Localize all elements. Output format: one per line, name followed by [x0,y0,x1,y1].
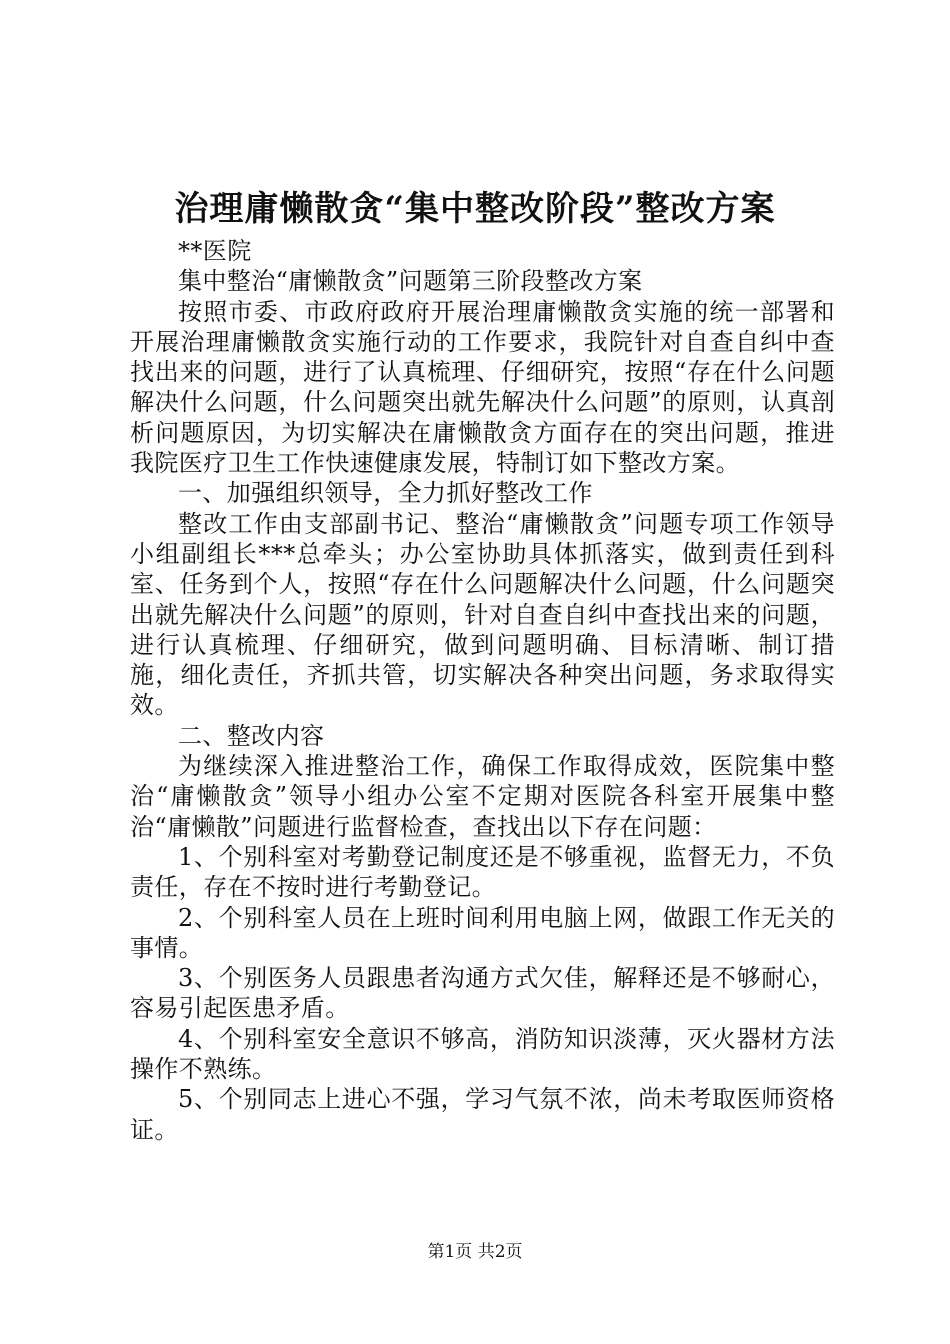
paragraph-intro: 按照市委、市政府政府开展治理庸懒散贪实施的统一部署和开展治理庸懒散贪实施行动的工作要求，我院针对自查自纠中查找出来的问题，进行了认真梳理、仔细研究，按照“存在什么问题解决什么问题，什么问题突出就先解决什么问题”的原则，认真剖析问题原因，为切实解决在庸懒散贪方面存在的突出问题，推进我院医疗卫生工作快速健康发展，特制订如下整改方案。 [130,297,835,478]
section-heading-2: 二、整改内容 [178,721,325,750]
document-body [130,236,835,1145]
list-item-4: 4、个别科室安全意识不够高，消防知识淡薄，灭火器材方法操作不熟练。 [130,1024,835,1084]
section-heading-1: 一、加强组织领导，全力抓好整改工作 [178,479,593,508]
subtitle: 集中整治“庸懒散贪”问题第三阶段整改方案 [178,267,643,296]
paragraph-section-1: 整改工作由支部副书记、整治“庸懒散贪”问题专项工作领导小组副组长***总牵头；办公室协助具体抓落实，做到责任到科室、任务到个人，按照“存在什么问题解决什么问题，什么问题突出就先解决什么问题”的原则，针对自查自纠中查找出来的问题，进行认真梳理、仔细研究，做到问题明确、目标清晰、制订措施，细化责任，齐抓共管，切实解决各种突出问题，务求取得实效。 [130,509,835,720]
list-item-2: 2、个别科室人员在上班时间利用电脑上网，做跟工作无关的事情。 [130,903,835,962]
paragraph-section-2: 为继续深入推进整治工作，确保工作取得成效，医院集中整治“庸懒散贪”领导小组办公室不定期对医院各科室开展集中整治“庸懒散”问题进行监督检查，查找出以下存在问题： [130,752,835,841]
org-name: **医院 [178,237,252,265]
page-footer: 第1页 共2页 [427,1242,523,1262]
document-title: 治理庸懒散贪“集中整改阶段”整改方案 [174,189,776,229]
list-item-3: 3、个别医务人员跟患者沟通方式欠佳，解释还是不够耐心，容易引起医患矛盾。 [130,964,835,1023]
list-item-1: 1、个别科室对考勤登记制度还是不够重视，监督无力，不负责任，存在不按时进行考勤登记。 [130,842,835,902]
list-item-5: 5、个别同志上进心不强，学习气氛不浓，尚未考取医师资格证。 [130,1085,835,1144]
